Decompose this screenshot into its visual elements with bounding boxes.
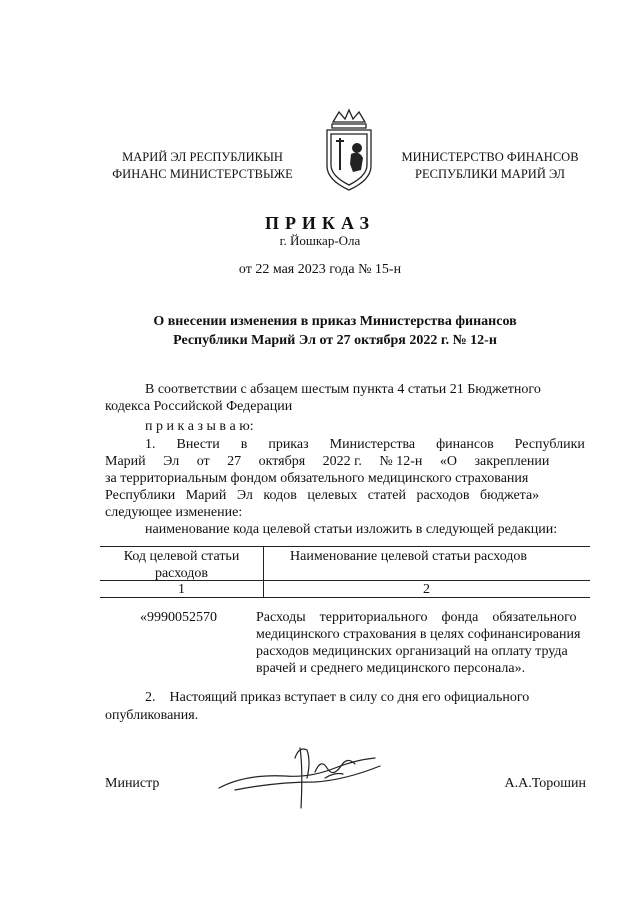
document-date: от 22 мая 2023 года № 15-н [238, 262, 402, 277]
row-text-line3: расходов медицинских организаций на оплату труда [256, 644, 568, 659]
row-text-line1: Расходы территориального фонда обязательного [256, 610, 577, 625]
signatory-name: А.А.Торошин [504, 776, 586, 791]
subject-line1: О внесении изменения в приказ Министерства финансов [153, 314, 517, 329]
item1-line5: следующее изменение: [105, 505, 243, 520]
col1-header [100, 548, 263, 582]
handwritten-signature [215, 738, 390, 813]
ministry-name-mari-line1: МАРИЙ ЭЛ РЕСПУБЛИКЫН [122, 150, 283, 164]
row-code: «9990052570 [140, 610, 217, 625]
document-subject [100, 312, 570, 350]
ministry-name-russian-line1: МИНИСТЕРСТВО ФИНАНСОВ [401, 150, 579, 164]
item1-line2: Марий Эл от 27 октября 2022 г. № 12-н «О закреплении [105, 454, 550, 469]
item1-line4: Республики Марий Эл кодов целевых статей расходов бюджета» [105, 488, 540, 503]
subject-line2: Республики Марий Эл от 27 октября 2022 г. № 12-н [173, 333, 497, 348]
order-word: п р и к а з ы в а ю: [145, 419, 254, 434]
col1-header-line1: Код целевой статьи [123, 549, 240, 564]
paragraph-basis-line2: кодекса Российской Федерации [105, 399, 293, 414]
row-text-line2: медицинского страхования в целях софинансирования [256, 627, 581, 642]
row-text-line4: врачей и среднего медицинского персонала». [256, 661, 526, 676]
document-type: ПРИКАЗ [264, 213, 376, 233]
ministry-name-mari-line2: ФИНАНС МИНИСТЕРСТВЫЖЕ [112, 167, 293, 181]
item1-line3: за территориальным фондом обязательного медицинского страхования [105, 471, 529, 486]
paragraph-basis-line1: В соответствии с абзацем шестым пункта 4 статьи 21 Бюджетного [145, 382, 541, 397]
coat-of-arms-icon [319, 108, 379, 194]
table-top-border [100, 546, 590, 547]
col1-header-line2: расходов [154, 566, 209, 581]
item2-line2: опубликования. [105, 708, 199, 723]
item1-line6: наименование кода целевой статьи изложить в следующей редакции: [145, 522, 558, 537]
col2-header: Наименование целевой статьи расходов [290, 549, 528, 564]
item2-line1: 2. Настоящий приказ вступает в силу со дня его официального [145, 690, 530, 705]
col2-number: 2 [423, 582, 430, 597]
ministry-name-russian [390, 149, 590, 183]
ministry-name-mari [110, 149, 295, 183]
col1-number: 1 [178, 582, 185, 597]
document-city: г. Йошкар-Ола [279, 233, 361, 248]
signatory-position: Министр [105, 776, 160, 791]
item1-line1: 1. Внести в приказ Министерства финансов Республики [145, 437, 585, 452]
ministry-name-russian-line2: РЕСПУБЛИКИ МАРИЙ ЭЛ [415, 167, 565, 181]
